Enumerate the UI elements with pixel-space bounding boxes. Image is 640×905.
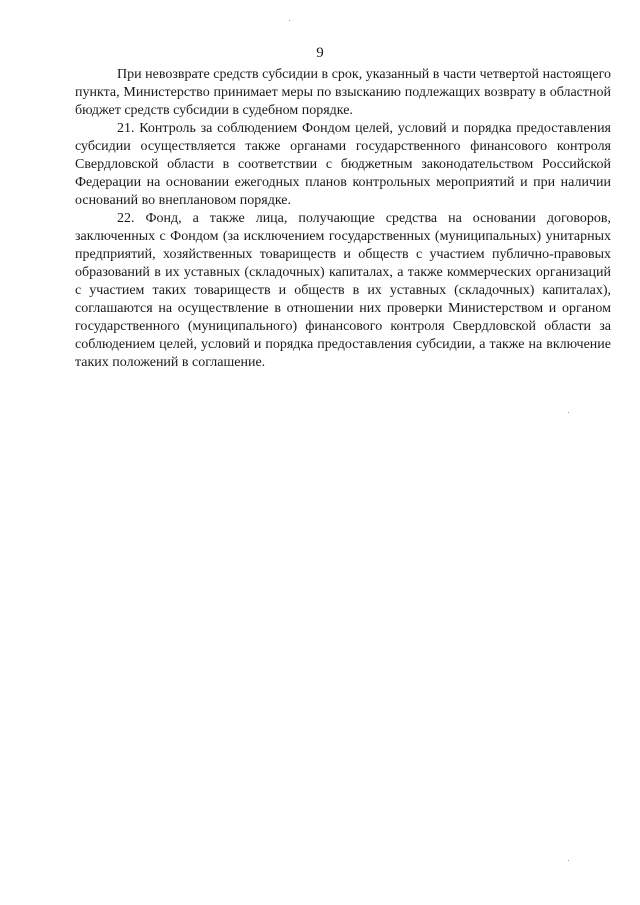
scan-speck (289, 20, 290, 21)
paragraph-21-control: 21. Контроль за соблюдением Фондом целей, условий и порядка предоставления субсидии осуществляется также органами государственного финансового контроля Свердловской области в соответствии с бюджетным законодательством Российской Федерации на основании ежегодных планов контрольных мероприятий и при наличии оснований во внеплановом порядке. (75, 121, 611, 208)
paragraph-refund: При невозврате средств субсидии в срок, указанный в части четвертой настоящего пункта, Министерство принимает меры по взысканию подлежащих возврату в областной бюджет средств субсидии в судебном порядке. (75, 67, 611, 118)
page-number: 9 (316, 45, 324, 61)
paragraph-22-consent: 22. Фонд, а также лица, получающие средства на основании договоров, заключенных с Фондом (за исключением государственных (муниципальных) унитарных предприятий, хозяйственных товариществ и обществ с участием публично-правовых образований в их уставных (складочных) капиталах, а также коммерческих организаций с участием таких товариществ и обществ в их уставных (складочных) капиталах), соглашаются на осуществление в отношении них проверки Министерством и органом государственного (муниципального) финансового контроля Свердловской области за соблюдением целей, условий и порядка предоставления субсидии, а также на включение таких положений в соглашение. (75, 211, 611, 370)
scan-speck (568, 412, 569, 413)
document-body (75, 66, 611, 372)
scan-speck (568, 860, 569, 861)
